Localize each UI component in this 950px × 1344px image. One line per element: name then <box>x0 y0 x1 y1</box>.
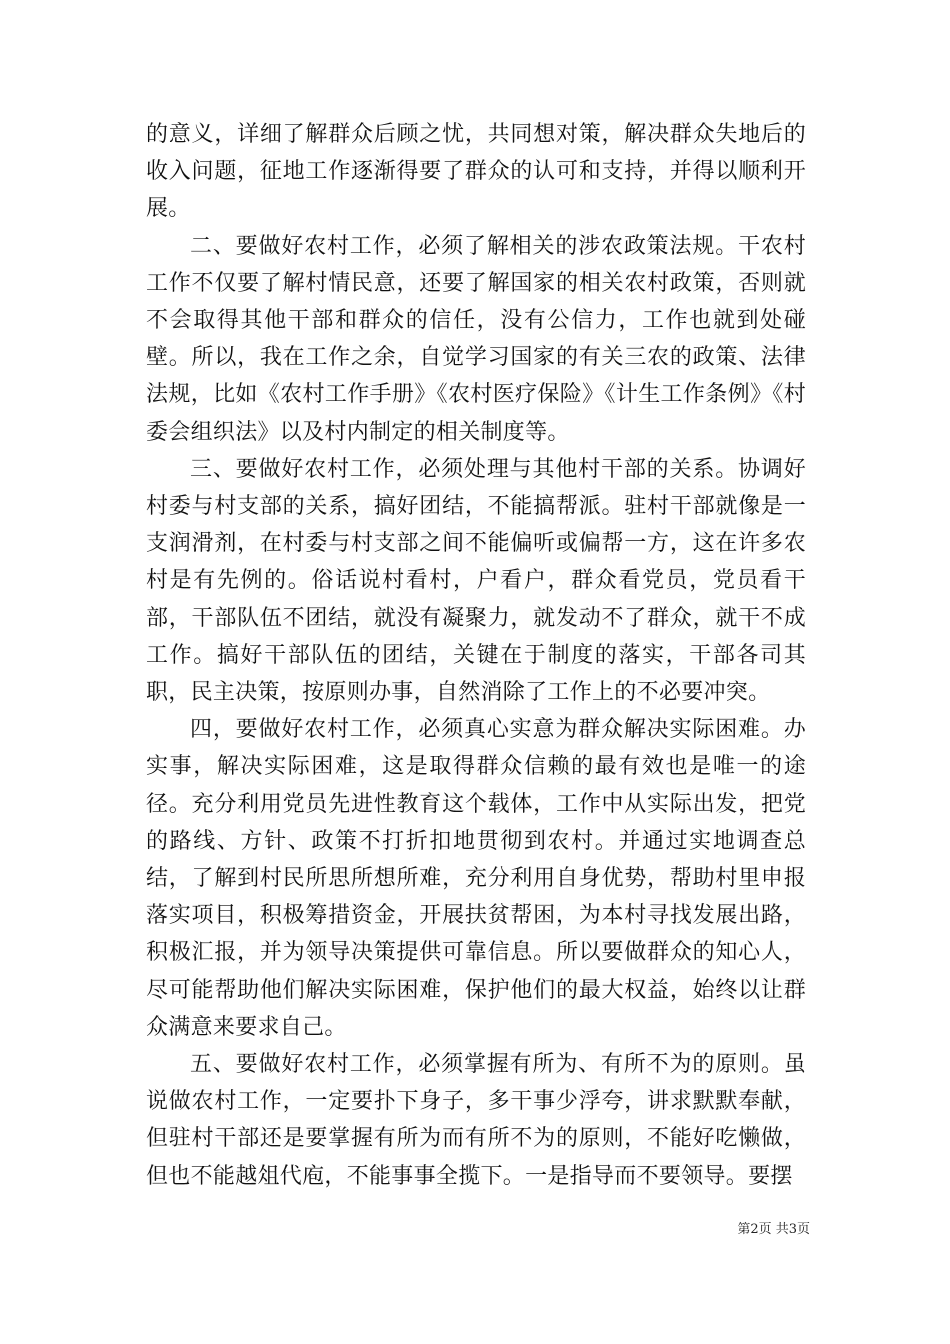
paragraph-solve-difficulties: 四，要做好农村工作，必须真心实意为群众解决实际困难。办实事，解决实际困难，这是取得群众信赖的最有效也是唯一的途径。充分利用党员先进性教育这个载体，工作中从实际出发，把党的路线、方针、政策不打折扣地贯彻到农村。并通过实地调查总结，了解到村民所思所想所难，充分利用自身优势，帮助村里申报落实项目，积极筹措资金，开展扶贫帮困，为本村寻找发展出路，积极汇报，并为领导决策提供可靠信息。所以要做群众的知心人，尽可能帮助他们解决实际困难，保护他们的最大权益，始终以让群众满意来要求自己。 <box>146 717 806 1040</box>
paragraph-principles: 五、要做好农村工作，必须掌握有所为、有所不为的原则。虽说做农村工作，一定要扑下身子，多干事少浮夸，讲求默默奉献，但驻村干部还是要掌握有所为而有所不为的原则，不能好吃懒做，但也不能越俎代庖，不能事事全揽下。一是指导而不要领导。要摆 <box>146 1052 806 1189</box>
paragraph-cadre-relations: 三、要做好农村工作，必须处理与其他村干部的关系。协调好村委与村支部的关系，搞好团结，不能搞帮派。驻村干部就像是一支润滑剂，在村委与村支部之间不能偏听或偏帮一方，这在许多农村是有先例的。俗话说村看村，户看户，群众看党员，党员看干部，干部队伍不团结，就没有凝聚力，就发动不了群众，就干不成工作。搞好干部队伍的团结，关键在于制度的落实，干部各司其职，民主决策，按原则办事，自然消除了工作上的不必要冲突。 <box>146 456 806 706</box>
paragraph-continuation: 的意义，详细了解群众后顾之忧，共同想对策，解决群众失地后的收入问题，征地工作逐渐得要了群众的认可和支持，并得以顺利开展。 <box>146 122 806 222</box>
document-body <box>146 116 806 1195</box>
page-number-indicator: 第2页 共3页 <box>737 1222 810 1237</box>
paragraph-policy-regulations: 二、要做好农村工作，必须了解相关的涉农政策法规。干农村工作不仅要了解村情民意，还要了解国家的相关农村政策，否则就不会取得其他干部和群众的信任，没有公信力，工作也就到处碰壁。所以，我在工作之余，自觉学习国家的有关三农的政策、法律法规，比如《农村工作手册》《农村医疗保险》《计生工作条例》《村委会组织法》以及村内制定的相关制度等。 <box>146 233 806 445</box>
